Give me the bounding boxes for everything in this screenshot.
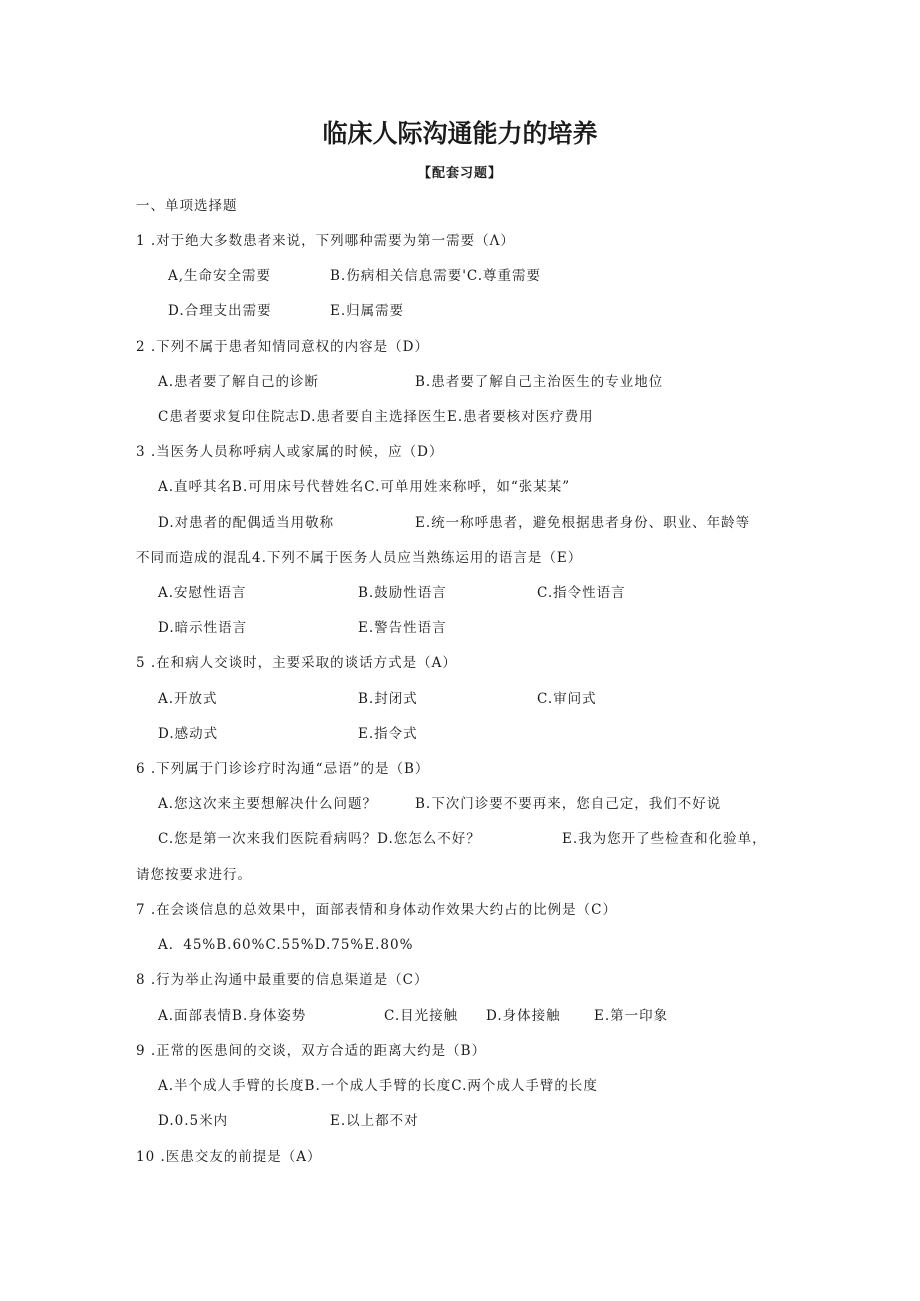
question-3-option-d: D.对患者的配偶适当用敬称 [158,515,335,531]
question-3-option-e: E.统一称呼患者，避免根据患者身份、职业、年龄等 [415,515,751,531]
question-2-stem: 2 .下列不属于患者知情同意权的内容是（D） [136,339,429,355]
question-7-options: A．45%B.60%C.55%D.75%E.80% [158,937,414,953]
question-4-option-b: B.鼓励性语言 [358,585,447,601]
question-6-option-b: B.下次门诊要不要再来，您自己定，我们不好说 [415,796,722,812]
question-3-option-abc: A.直呼其名B.可用床号代替姓名C.可单用姓来称呼，如“张某某” [158,479,571,495]
question-1-stem: 1 .对于绝大多数患者来说，下列哪种需要为第一需要（Λ） [136,233,515,249]
question-9-option-abc: A.半个成人手臂的长度B.一个成人手臂的长度C.两个成人手臂的长度 [158,1078,598,1094]
question-9-stem: 9 .正常的医患间的交谈，双方合适的距离大约是（B） [136,1043,487,1059]
question-9-option-e: E.以上都不对 [330,1113,419,1129]
question-6-option-a: A.您这次来主要想解决什么问题？ [158,796,378,812]
question-6-option-cd: C.您是第一次来我们医院看病吗？D.您怎么不好？ [158,831,481,847]
question-9-option-d: D.0.5米内 [158,1113,229,1129]
question-4-option-d: D.暗示性语言 [158,620,248,636]
question-2-option-a: A.患者要了解自己的诊断 [158,374,320,390]
question-7-stem: 7 .在会谈信息的总效果中，面部表情和身体动作效果大约占的比例是（C） [136,902,618,918]
question-5-option-e: E.指令式 [358,726,418,742]
question-4-option-e: E.警告性语言 [358,620,447,636]
question-3-stem: 3 .当医务人员称呼病人或家属的时候，应（D） [136,444,444,460]
question-6-option-e: E.我为您开了些检查和化验单， [562,831,767,847]
question-2-option-b: B.患者要了解自己主治医生的专业地位 [415,374,664,390]
question-4-option-c: C.指令性语言 [537,585,626,601]
page-subtitle: 【配套习题】 [417,166,502,181]
question-1-option-a: A,生命安全需要 [168,268,272,284]
question-5-option-a: A.开放式 [158,691,218,707]
question-5-option-d: D.感动式 [158,726,219,742]
question-4-option-a: A.安慰性语言 [158,585,247,601]
question-8-option-ab: A.面部表情B.身体姿势 [158,1008,307,1024]
question-8-option-e: E.第一印象 [594,1008,669,1024]
question-6-stem: 6 .下列属于门诊诊疗时沟通“忌语”的是（B） [136,761,430,777]
question-5-stem: 5 .在和病人交谈时，主要采取的谈话方式是（A） [136,655,457,671]
question-5-option-b: B.封闭式 [358,691,418,707]
question-5-option-c: C.审问式 [537,691,597,707]
question-10-stem: 10 .医患交友的前提是（A） [136,1149,322,1165]
question-6-option-e-continuation: 请您按要求进行。 [136,867,252,883]
question-3-continuation-and-question-4-stem: 不同而造成的混乱4.下列不属于医务人员应当熟练运用的语言是（E） [136,550,583,566]
question-8-option-c: C.目光接触 [384,1008,459,1024]
question-1-option-e: E.归属需要 [330,303,405,319]
section-heading: 一、单项选择题 [136,198,238,214]
question-8-stem: 8 .行为举止沟通中最重要的信息渠道是（C） [136,972,429,988]
question-1-option-d: D.合理支出需要 [168,303,272,319]
question-2-option-cde: C患者要求复印住院志D.患者要自主选择医生E.患者要核对医疗费用 [158,409,594,425]
question-8-option-d: D.身体接触 [486,1008,561,1024]
page-title: 临床人际沟通能力的培养 [322,119,598,148]
question-1-option-bc: B.伤病相关信息需要'C.尊重需要 [330,268,542,284]
